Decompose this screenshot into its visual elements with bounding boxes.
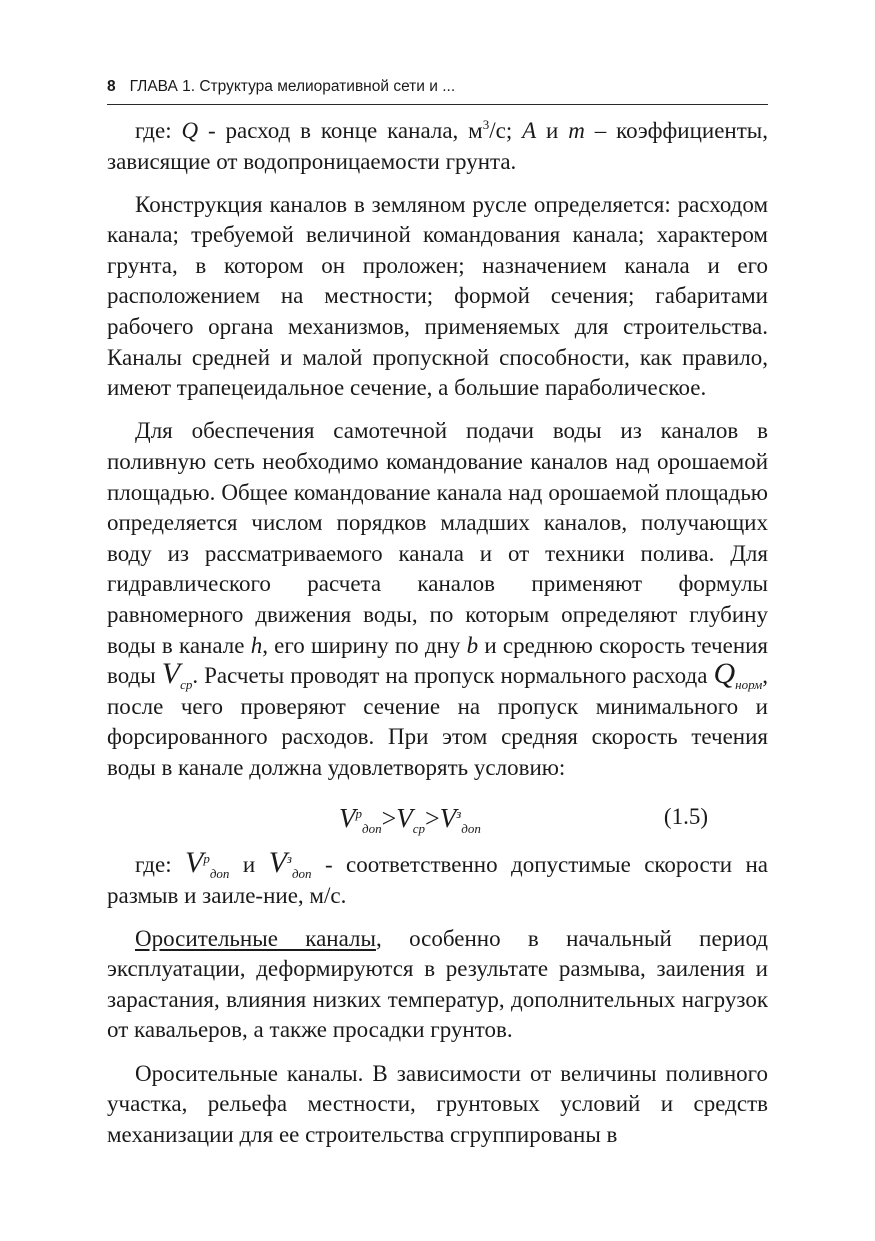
- body-text: [107, 116, 768, 1163]
- paragraph-3: [107, 416, 768, 783]
- text-run: , после чего проверяют сечение на пропуск минимального и форсированного расходов. При этом средняя скорость течения воды в канале должна удовлетворять условию:: [107, 663, 768, 780]
- symbol-q-norm: Q: [713, 657, 736, 691]
- symbol-a: А: [522, 118, 537, 143]
- subscript: ср: [180, 677, 193, 693]
- superscript: 3: [482, 117, 490, 132]
- paragraph-5: [107, 924, 768, 1046]
- text-run: – коэффициенты, зависящие от водопроницаемости грунта.: [107, 118, 768, 174]
- operator-gt: >: [425, 803, 440, 833]
- text-run: где:: [135, 118, 182, 143]
- superscript: з: [456, 805, 462, 821]
- header-rule: [107, 104, 768, 105]
- paragraph-1: [107, 116, 768, 177]
- paragraph-6: Оросительные каналы. В зависимости от величины поливного участка, рельефа местности, грунтовых условий и средств механизации для ее строительства сгруппированы в: [107, 1060, 768, 1147]
- equation-1-5: [107, 796, 768, 844]
- text-run: - соответственно допустимые скорости на размыв и заиле-ние, м/с.: [107, 851, 768, 908]
- equation-number: (1.5): [663, 803, 708, 829]
- text-run: - расход в конце канала, м: [198, 118, 483, 143]
- text-run: /с;: [489, 118, 523, 143]
- chapter-title: ГЛАВА 1. Структура мелиоративной сети и ...: [129, 78, 456, 95]
- subscript: доп: [461, 820, 481, 836]
- subscript: ср: [412, 820, 426, 836]
- text-run: Для обеспечения самотечной подачи воды из каналов в поливную сеть необходимо командование каналов над орошаемой площадью. Общее командование канала над орошаемой площадью определяется числом порядков младших каналов, получающих воду из рассматриваемого канала и от техники полива. Для гидравлического расчета каналов применяют формулы равномерного движения воды, по которым определяют глубину воды в канале: [107, 418, 768, 658]
- operator-gt: >: [381, 803, 397, 833]
- symbol-v: V: [161, 657, 181, 691]
- text-run: . Расчеты проводят на пропуск нормального расхода: [192, 663, 714, 689]
- subscript: норм: [735, 677, 763, 693]
- symbol-v: V: [396, 802, 413, 833]
- text-run: , особенно в начальный период эксплуатации, деформируются в результате размыва, заиления и зарастания, влияния низких температур, дополнительных нагрузок от кавальеров, а также просадки грунтов.: [107, 925, 768, 1043]
- equation-expression: [339, 798, 481, 839]
- symbol-v: V: [185, 845, 204, 879]
- underlined-term: Оросительные каналы: [135, 925, 376, 951]
- subscript: доп: [291, 865, 312, 881]
- symbol-m: m: [568, 118, 585, 143]
- symbol-v: V: [268, 845, 287, 879]
- symbol-b: b: [466, 632, 479, 658]
- paragraph-4: [107, 845, 768, 911]
- text-run: и среднюю скорость течения воды: [107, 632, 769, 689]
- superscript: р: [203, 850, 210, 866]
- page-number: 8: [107, 78, 116, 95]
- text-run: где:: [135, 851, 186, 877]
- symbol-h: h: [250, 632, 263, 658]
- running-header: [107, 76, 767, 104]
- text-run: и: [536, 118, 569, 143]
- text-run: и: [229, 851, 269, 877]
- paragraph-2: Конструкция каналов в земляном русле определяется: расходом канала; требуемой величиной командования канала; характером грунта, в котором он проложен; назначением канала и его расположением на местности; формой сечения; габаритами рабочего органа механизмов, применяемых для строительства. Каналы средней и малой пропускной способности, как правило, имеют трапецеидальное сечение, а большие параболическое.: [107, 191, 768, 401]
- symbol-v: V: [439, 802, 457, 833]
- superscript: з: [286, 850, 292, 866]
- text-run: , его ширину по дну: [262, 632, 467, 658]
- subscript: доп: [362, 820, 382, 836]
- symbol-q: Q: [181, 118, 199, 143]
- subscript: доп: [209, 865, 230, 881]
- superscript: р: [355, 805, 362, 821]
- symbol-v: V: [339, 802, 356, 833]
